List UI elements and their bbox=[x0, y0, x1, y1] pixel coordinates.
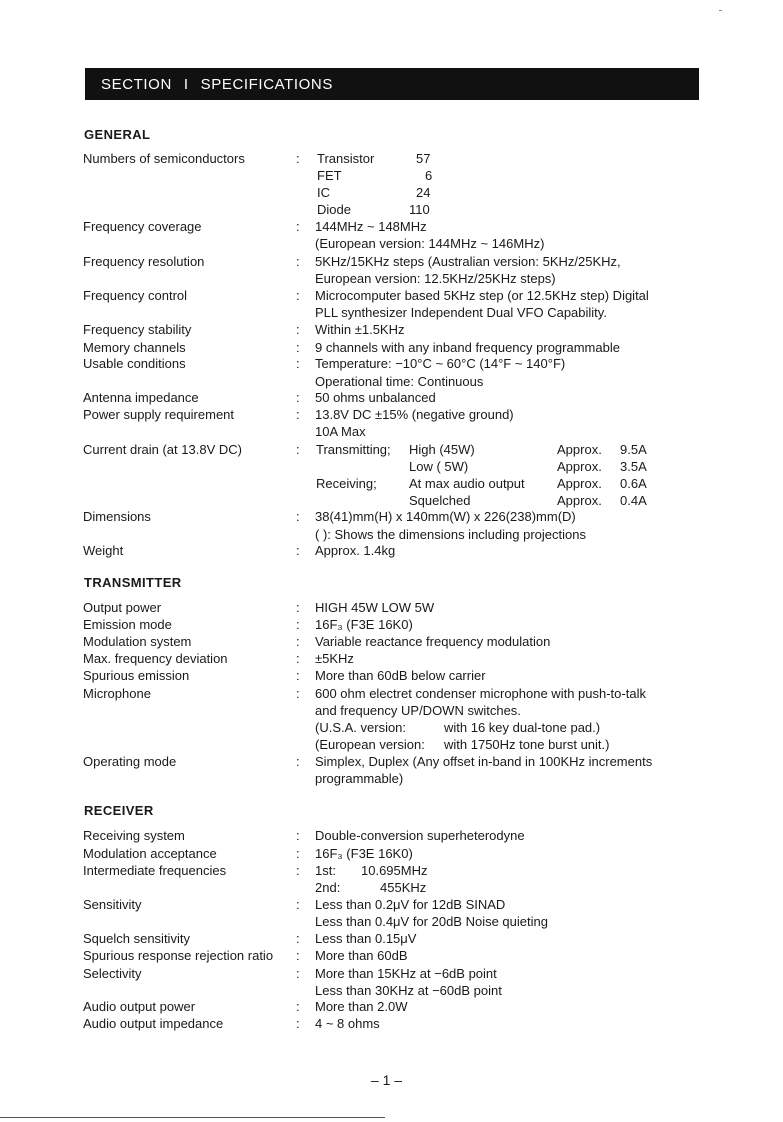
colon: : bbox=[296, 966, 300, 981]
receiving-system-value: Double-conversion superheterodyne bbox=[315, 828, 525, 843]
semi-name: Transistor bbox=[317, 151, 375, 166]
microphone-value: 600 ohm electret condenser microphone with push-to-talk bbox=[315, 686, 646, 701]
frequency-stability-value: Within ±1.5KHz bbox=[315, 322, 405, 337]
colon: : bbox=[296, 863, 300, 878]
if-stage: 1st: bbox=[315, 863, 336, 878]
colon: : bbox=[296, 668, 300, 683]
selectivity-row bbox=[0, 982, 783, 999]
modulation-acceptance-value: 16F₃ (F3E 16K0) bbox=[315, 846, 413, 861]
colon: : bbox=[296, 846, 300, 861]
general-heading: GENERAL bbox=[84, 127, 151, 142]
colon: : bbox=[296, 600, 300, 615]
power-supply-row bbox=[0, 406, 783, 423]
if-value: 10.695MHz bbox=[361, 863, 428, 878]
colon: : bbox=[296, 407, 300, 422]
colon: : bbox=[296, 254, 300, 269]
page-footer bbox=[0, 1072, 783, 1088]
spurious-rejection-label: Spurious response rejection ratio bbox=[83, 948, 274, 963]
microphone-row bbox=[0, 736, 783, 753]
modulation-system-row bbox=[0, 633, 783, 650]
weight-label: Weight bbox=[83, 543, 124, 558]
current-value: 3.5A bbox=[620, 459, 647, 474]
current-approx: Approx. bbox=[557, 493, 602, 508]
spurious-emission-label: Spurious emission bbox=[83, 668, 190, 683]
antenna-impedance-row bbox=[0, 389, 783, 406]
colon: : bbox=[296, 634, 300, 649]
transmitter-heading: TRANSMITTER bbox=[84, 575, 182, 590]
dimensions-row bbox=[0, 508, 783, 525]
colon: : bbox=[296, 151, 300, 166]
operating-mode-label: Operating mode bbox=[83, 754, 177, 769]
colon: : bbox=[296, 948, 300, 963]
dimensions-label: Dimensions bbox=[83, 509, 151, 524]
microphone-row bbox=[0, 685, 783, 702]
squelch-sensitivity-value: Less than 0.15μV bbox=[315, 931, 417, 946]
semi-count: 57 bbox=[416, 151, 431, 166]
audio-impedance-row bbox=[0, 1015, 783, 1032]
frequency-deviation-row bbox=[0, 650, 783, 667]
current-condition: At max audio output bbox=[409, 476, 525, 491]
frequency-deviation-label: Max. frequency deviation bbox=[83, 651, 228, 666]
dimensions-value: 38(41)mm(H) x 140mm(W) x 226(238)mm(D) bbox=[315, 509, 576, 524]
microphone-version-detail: with 16 key dual-tone pad.) bbox=[444, 720, 601, 735]
weight-value: Approx. 1.4kg bbox=[315, 543, 396, 558]
output-power-value: HIGH 45W LOW 5W bbox=[315, 600, 435, 615]
squelch-sensitivity-label: Squelch sensitivity bbox=[83, 931, 190, 946]
operating-mode-value: programmable) bbox=[315, 771, 404, 786]
intermediate-frequencies-row bbox=[0, 862, 783, 879]
current-condition: Low ( 5W) bbox=[409, 459, 469, 474]
memory-channels-label: Memory channels bbox=[83, 340, 186, 355]
operating-mode-row bbox=[0, 753, 783, 770]
operating-mode-value: Simplex, Duplex (Any offset in-band in 100KHz increments bbox=[315, 754, 653, 769]
current-drain-row bbox=[0, 475, 783, 492]
spurious-emission-value: More than 60dB below carrier bbox=[315, 668, 486, 683]
frequency-coverage-row bbox=[0, 218, 783, 235]
current-mode: Transmitting; bbox=[316, 442, 391, 457]
colon: : bbox=[296, 686, 300, 701]
semi-count: 110 bbox=[409, 202, 430, 217]
sensitivity-value: Less than 0.4μV for 20dB Noise quieting bbox=[315, 914, 548, 929]
microphone-row bbox=[0, 702, 783, 719]
usable-conditions-value: Temperature: −10°C ~ 60°C (14°F ~ 140°F) bbox=[315, 356, 566, 371]
intermediate-frequencies-label: Intermediate frequencies bbox=[83, 863, 227, 878]
current-approx: Approx. bbox=[557, 442, 602, 457]
usable-conditions-row bbox=[0, 373, 783, 390]
frequency-control-label: Frequency control bbox=[83, 288, 188, 303]
spurious-emission-row bbox=[0, 667, 783, 684]
current-drain-label: Current drain (at 13.8V DC) bbox=[83, 442, 242, 457]
colon: : bbox=[296, 340, 300, 355]
bottom-rule bbox=[0, 1117, 385, 1118]
receiver-heading: RECEIVER bbox=[84, 803, 154, 818]
colon: : bbox=[296, 897, 300, 912]
microphone-row bbox=[0, 719, 783, 736]
frequency-resolution-value: European version: 12.5KHz/25KHz steps) bbox=[315, 271, 556, 286]
colon: : bbox=[296, 509, 300, 524]
frequency-control-row bbox=[0, 304, 783, 321]
emission-mode-label: Emission mode bbox=[83, 617, 172, 632]
current-approx: Approx. bbox=[557, 459, 602, 474]
audio-impedance-value: 4 ~ 8 ohms bbox=[315, 1016, 380, 1031]
colon: : bbox=[296, 1016, 300, 1031]
semiconductors-row bbox=[0, 184, 783, 201]
frequency-control-value: Microcomputer based 5KHz step (or 12.5KHz step) Digital bbox=[315, 288, 649, 303]
semiconductors-row bbox=[0, 167, 783, 184]
colon: : bbox=[296, 219, 300, 234]
colon: : bbox=[296, 651, 300, 666]
current-value: 9.5A bbox=[620, 442, 647, 457]
semi-name: IC bbox=[317, 185, 330, 200]
colon: : bbox=[296, 543, 300, 558]
semiconductors-label: Numbers of semiconductors bbox=[83, 151, 245, 166]
audio-power-label: Audio output power bbox=[83, 999, 196, 1014]
memory-channels-value: 9 channels with any inband frequency programmable bbox=[315, 340, 620, 355]
semi-count: 24 bbox=[416, 185, 431, 200]
emission-mode-row bbox=[0, 616, 783, 633]
current-approx: Approx. bbox=[557, 476, 602, 491]
page-number: – 1 – bbox=[370, 1072, 403, 1088]
weight-row bbox=[0, 542, 783, 559]
frequency-coverage-value: (European version: 144MHz ~ 146MHz) bbox=[315, 236, 545, 251]
usable-conditions-value: Operational time: Continuous bbox=[315, 374, 484, 389]
audio-power-value: More than 2.0W bbox=[315, 999, 408, 1014]
microphone-version-detail: with 1750Hz tone burst unit.) bbox=[444, 737, 610, 752]
modulation-acceptance-row bbox=[0, 845, 783, 862]
microphone-label: Microphone bbox=[83, 686, 151, 701]
power-supply-value: 10A Max bbox=[315, 424, 366, 439]
section-banner bbox=[85, 68, 699, 100]
colon: : bbox=[296, 617, 300, 632]
receiving-system-row bbox=[0, 827, 783, 844]
semiconductors-row bbox=[0, 150, 783, 167]
current-value: 0.4A bbox=[620, 493, 647, 508]
current-mode: Receiving; bbox=[316, 476, 377, 491]
colon: : bbox=[296, 322, 300, 337]
selectivity-value: Less than 30KHz at −60dB point bbox=[315, 983, 502, 998]
intermediate-frequencies-row bbox=[0, 879, 783, 896]
power-supply-row bbox=[0, 423, 783, 440]
frequency-coverage-row bbox=[0, 235, 783, 252]
frequency-stability-row bbox=[0, 321, 783, 338]
semi-name: Diode bbox=[317, 202, 351, 217]
dimensions-row bbox=[0, 526, 783, 543]
sensitivity-row bbox=[0, 913, 783, 930]
frequency-control-row bbox=[0, 287, 783, 304]
current-value: 0.6A bbox=[620, 476, 647, 491]
sensitivity-label: Sensitivity bbox=[83, 897, 142, 912]
section-title: SPECIFICATIONS bbox=[200, 75, 333, 93]
audio-power-row bbox=[0, 998, 783, 1015]
frequency-resolution-value: 5KHz/15KHz steps (Australian version: 5KHz/25KHz, bbox=[315, 254, 621, 269]
colon: : bbox=[296, 356, 300, 371]
microphone-version: (U.S.A. version: bbox=[315, 720, 407, 735]
antenna-impedance-label: Antenna impedance bbox=[83, 390, 199, 405]
selectivity-label: Selectivity bbox=[83, 966, 142, 981]
output-power-label: Output power bbox=[83, 600, 162, 615]
selectivity-value: More than 15KHz at −6dB point bbox=[315, 966, 497, 981]
colon: : bbox=[296, 828, 300, 843]
sensitivity-value: Less than 0.2μV for 12dB SINAD bbox=[315, 897, 506, 912]
squelch-sensitivity-row bbox=[0, 930, 783, 947]
current-drain-row bbox=[0, 492, 783, 509]
sensitivity-row bbox=[0, 896, 783, 913]
colon: : bbox=[296, 754, 300, 769]
microphone-version: (European version: bbox=[315, 737, 425, 752]
frequency-coverage-value: 144MHz ~ 148MHz bbox=[315, 219, 427, 234]
audio-impedance-label: Audio output impedance bbox=[83, 1016, 224, 1031]
semiconductors-row bbox=[0, 201, 783, 218]
usable-conditions-row bbox=[0, 355, 783, 372]
colon: : bbox=[296, 390, 300, 405]
receiving-system-label: Receiving system bbox=[83, 828, 185, 843]
frequency-resolution-label: Frequency resolution bbox=[83, 254, 205, 269]
microphone-value: and frequency UP/DOWN switches. bbox=[315, 703, 521, 718]
colon: : bbox=[296, 931, 300, 946]
current-condition: Squelched bbox=[409, 493, 471, 508]
frequency-resolution-row bbox=[0, 253, 783, 270]
section-word: SECTION bbox=[101, 75, 172, 93]
usable-conditions-label: Usable conditions bbox=[83, 356, 186, 371]
modulation-system-label: Modulation system bbox=[83, 634, 192, 649]
frequency-control-value: PLL synthesizer Independent Dual VFO Capability. bbox=[315, 305, 607, 320]
colon: : bbox=[296, 999, 300, 1014]
frequency-resolution-row bbox=[0, 270, 783, 287]
current-drain-row bbox=[0, 441, 783, 458]
frequency-stability-label: Frequency stability bbox=[83, 322, 192, 337]
antenna-impedance-value: 50 ohms unbalanced bbox=[315, 390, 436, 405]
memory-channels-row bbox=[0, 339, 783, 356]
spurious-rejection-row bbox=[0, 947, 783, 964]
modulation-acceptance-label: Modulation acceptance bbox=[83, 846, 217, 861]
frequency-deviation-value: ±5KHz bbox=[315, 651, 354, 666]
power-supply-label: Power supply requirement bbox=[83, 407, 235, 422]
modulation-system-value: Variable reactance frequency modulation bbox=[315, 634, 551, 649]
current-drain-row bbox=[0, 458, 783, 475]
current-condition: High (45W) bbox=[409, 442, 475, 457]
if-stage: 2nd: bbox=[315, 880, 341, 895]
power-supply-value: 13.8V DC ±15% (negative ground) bbox=[315, 407, 514, 422]
colon: : bbox=[296, 288, 300, 303]
operating-mode-row bbox=[0, 770, 783, 787]
output-power-row bbox=[0, 599, 783, 616]
semi-count: 6 bbox=[425, 168, 433, 183]
if-value: 455KHz bbox=[380, 880, 427, 895]
colon: : bbox=[296, 442, 300, 457]
frequency-coverage-label: Frequency coverage bbox=[83, 219, 202, 234]
selectivity-row bbox=[0, 965, 783, 982]
scan-speck bbox=[719, 10, 722, 11]
semi-name: FET bbox=[317, 168, 342, 183]
emission-mode-value: 16F₃ (F3E 16K0) bbox=[315, 617, 413, 632]
spurious-rejection-value: More than 60dB bbox=[315, 948, 408, 963]
dimensions-note: ( ): Shows the dimensions including projections bbox=[315, 527, 586, 542]
section-numeral: I bbox=[183, 75, 189, 93]
